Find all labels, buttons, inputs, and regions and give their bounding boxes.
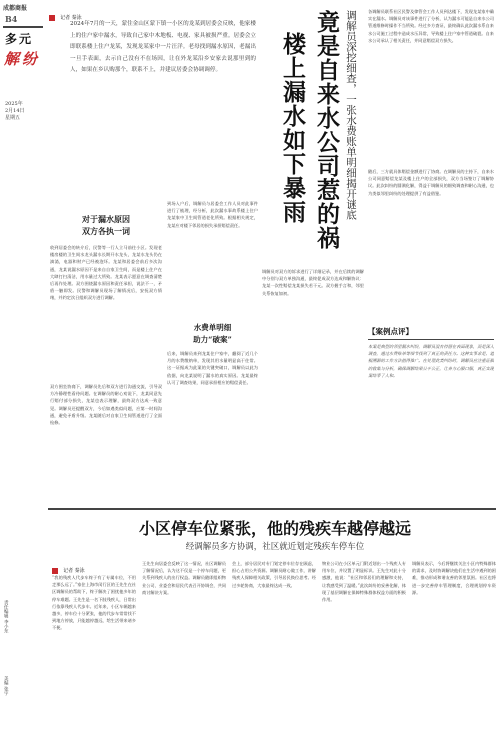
section-title: 多元 [5,32,34,46]
design-credit: 美编 张宇 [3,676,9,696]
story-divider [48,508,496,510]
story2-col4-body: 物业公司在小区单元门附近划出一个残疾人专用车位，并设置了明显标识。王先生对此十分感激，他说：“社区和邻居们的理解和支持，让我感受到了温暖。”此次纠纷的妥善化解，体现了基层调解在保障特殊群体权益方面的积极作用。 [322,561,406,603]
edge-credits [2,600,14,745]
story1-subhead1 [50,213,162,237]
story1-deck: 调解员深挖细查，一张水费账单明细揭开谜底 [345,10,357,220]
subhead2-line2: 助力“破案” [193,335,232,344]
story1-byline-text: 记者 秦泳 [60,15,82,21]
story1-col3-body2: 后来，调解员来到龙某住户家中，翻阅了近几个月的水费缴纳单，发现其用水量明显高于往常。这一证据成为此案的关键突破口，调解员以此为依据，向龙某说明了漏水的真实原因。龙某最终认可了调查结果，同意承担相应的赔偿责任。 [167,351,258,385]
story2-col5-body: 调解员表示，今后将继续关注小区内特殊群体的需求，及时协调解决他们在生活中遇到的困难，推动形成和谐友善的邻里氛围。社区也将进一步完善停车管理制度，合理规划停车资源。 [412,561,496,595]
story2-headline: 小区停车位紧张，他的残疾车越停越远 [138,519,411,538]
subhead1-line2: 双方各执一词 [82,226,130,236]
reporter-badge-icon [52,568,58,574]
story1-byline [49,7,169,21]
story1-headline-block [264,6,360,268]
date-weekday: 星期五 [5,115,21,121]
date-year: 2025年 [5,101,23,107]
subhead1-line1: 对于漏水原因 [82,214,130,224]
story2-col1-body: “我的残疾人代步车终于有了专属车位，不用走那么远了。”家住上海市闵行区的王先生在社区调解员的帮助下，终于解决了困扰他多年的停车难题。王先生是一名下肢残疾人，日常出行依靠残疾人代步车。近年来，小区车辆越来越多，停车位十分紧张，他的代步车常常找不到地方停放，只能越停越远，给生活带来诸多不便。 [52,575,136,631]
story2-col3-body: 会上，部分居民对专门划定停车位存在顾虑，担心占用公共资源。调解员耐心做工作，讲解残疾人保障相关政策，引导居民换位思考。经过多轮协商，大家最终达成一致。 [232,561,316,588]
story1-right-body2: 随后，三方就具体赔偿金额进行了协商。在调解员的主持下，自来水公司同意赔偿龙某及楼上住户的全部损失，双方当场签订了调解协议。此次纠纷的圆满化解，得益于调解员的细致调查和耐心沟通，也为类似邻里纠纷的处理提供了有益借鉴。 [368,169,494,196]
subhead2-line1: 水费单明细 [193,323,232,332]
story1-right-body: 各调解员联系社区民警及律管会工作人员到达楼下，发现龙某家中确实在漏水。调解员对该事件进行了分析，认为漏水可能是自来水公司管道维修时操作不当所致。经过多方查证，最终确认此次漏水系自来水公司施工过程中造成水压异常，导致楼上住户家中管道破裂。自来水公司承认了相关责任，并同意赔偿双方损失。 [368,9,494,43]
story1-lede: 2024年7月的一天，蒙住金山区蒙下镇一小区的龙某到居委会反映，他家楼上的住户家中漏水，导致自己家中木地板、电视、家具被损严重。居委会立即联系楼上住户龙某，发现龙某家中一片汪洋。老母找到漏水原因，老漏出一旦手表面，去示自己没有不在场因，让在外龙某沿乡安家去说那里到的人，如果在乡认购那个，联系不上，并建议居委会协调调停。 [70,21,256,73]
case-review-body: 本案是典型的邻里漏水纠纷，调解员没有停留在表面现象，而是深入调查，通过水费账单等细节找到了真正的责任方。这种实事求是、追根溯源的工作方法值得推广。在处理此类纠纷时，调解员应注重证据的收集与分析，确保调解结果公平公正，让各方心服口服，真正实现案结事了人和。 [368,344,494,378]
reporter-badge-icon [49,15,55,21]
editor-credit: 责任编辑 李小东 [3,600,9,633]
story1-col3-body: 到场入户后，调解员与居委会工作人员对此事件进行了梳理，经分析，此次漏水事故系楼上住户龙某家中卫生间管道老化所致。根据相关规定，龙某应对楼下邻居的损失承担赔偿责任。 [167,201,258,228]
subsection-title: 解纷 [4,50,41,68]
story1-col4-body: 调解员对双方的诉求进行了详细记录，并在后续的调解中分别与双方单独沟通，最终促成双方达成和解协议：龙某一次性赔偿龙某损失若干元。双方握手言和，邻里关系恢复如初。 [262,269,364,296]
story2-col2-body: 王先生向居委会反映了这一情况，社区调解员了解情况后，认为这不仅是一个停车问题，更关系到残疾人的出行权益。调解员随即组织物业公司、业委会和居民代表召开协调会，共同商讨解决方案。 [142,561,226,595]
story1-headline: 竟是自来水公司惹的祸 [313,10,340,250]
story2-deck: 经调解员多方协调，社区就近划定残疾车停车位 [185,542,365,552]
date-day: 2月14日 [5,108,25,114]
page-number: B4 [5,14,18,24]
masthead [0,0,45,145]
story1-subhead2 [167,322,258,346]
case-review-title: 【案例点评】 [368,327,413,336]
story2-byline-text: 记者 秦泳 [63,568,85,574]
story1-col2-body: 双方围坐协商下，调解员先后和双方进行沟通交流，引导双方冷静理性看待问题。在调解员的耐心劝说下，龙某同意先行赔付部分损失，龙某也表示理解，最终双方达成一致意见。调解员还提醒双方，今后如遇类似问题，应第一时间沟通，避免矛盾升级。龙某随后对自家卫生间管道进行了全面检修。 [50,384,162,426]
story1-headline2: 楼上漏水如下暴雨 [279,32,306,224]
story1-col1-body: 收到居委会的转介后，民警等一行人立马前往小区。发现老楼房楼的卫生间水龙头漏水长期开水龙头，龙某水龙头仍在滴淌，电器和财产已经被泡坏。龙某和居委会前后多次沟通，龙某说漏水原因不是来自自家卫生间，而是楼上住户在大肆打扫清洁，用水量过大所致。龙某表示愿意在调查清楚后再作处理。双方围绕漏水原因和责任承担，说法不一，矛盾一触即发。民警和调解员现场了解情况后，安抚双方情绪，并约定次日组织双方进行调解。 [50,245,162,301]
story2-byline [52,560,152,574]
paper-name: 成都商报 [3,5,28,12]
